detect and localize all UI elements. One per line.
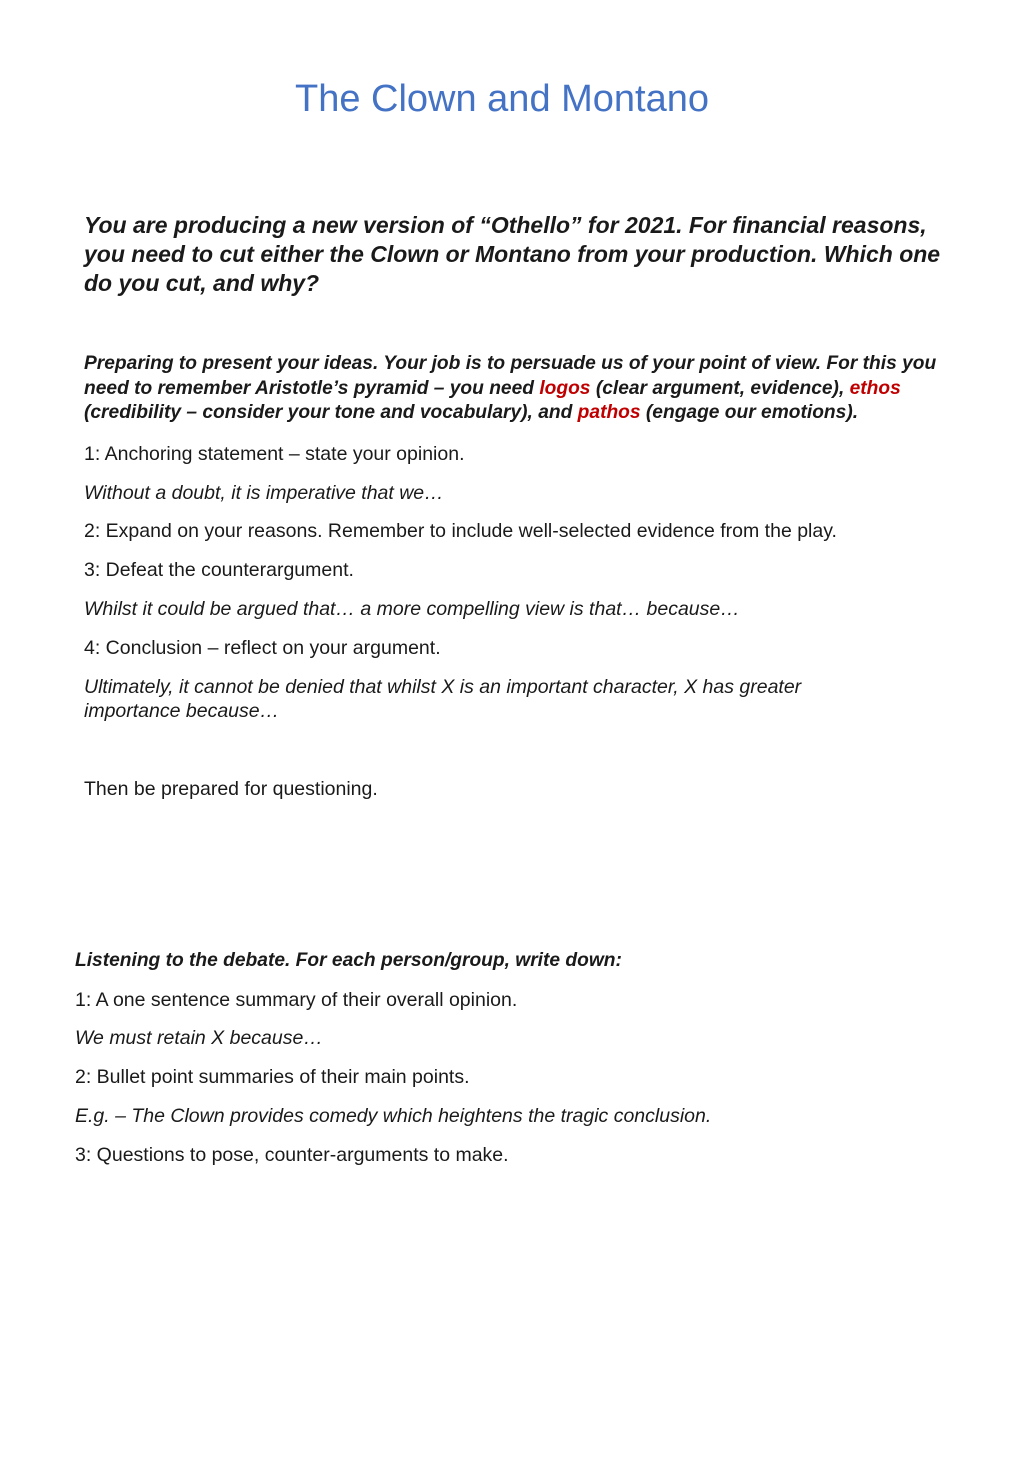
pathos-term: pathos [577,402,641,423]
preparing-heading-text-3: (credibility – consider your tone and vocabulary), and [84,402,578,423]
task-prompt: You are producing a new version of “Othello” for 2021. For financial reasons, you need to cut either the Clown or Montano from your production. Which one do you cut, and why? [84,212,941,296]
listen-step-questions: 3: Questions to pose, counter-arguments to make. [75,1144,509,1166]
listen-step-summary-example: We must retain X because… [75,1027,323,1049]
preparing-heading-text-4: (engage our emotions). [640,402,859,423]
logos-term: logos [539,377,591,399]
prep-closing: Then be prepared for questioning. [84,778,378,800]
prep-step-anchoring: 1: Anchoring statement – state your opinion. [84,443,465,465]
prep-step-expand: 2: Expand on your reasons. Remember to include well-selected evidence from the play. [84,520,837,542]
prep-step-anchoring-example: Without a doubt, it is imperative that we… [84,482,444,504]
listen-step-bullets: 2: Bullet point summaries of their main points. [75,1066,470,1088]
preparing-heading-text-2: (clear argument, evidence), [590,377,850,399]
preparing-heading-text-1: Preparing to present your ideas. Your job is to persuade us of your point of view. For this you need to remember Aristotle’s pyramid – you need [84,353,937,399]
preparing-heading [84,352,954,426]
prep-step-counterargument: 3: Defeat the counterargument. [84,559,354,581]
ethos-term: ethos [849,377,901,399]
prep-step-conclusion-example: Ultimately, it cannot be denied that whilst X is an important character, X has greater importance because… [84,676,802,722]
prep-step-counterargument-example: Whilst it could be argued that… a more compelling view is that… because… [84,598,740,620]
page-title: The Clown and Montano [294,78,710,120]
prep-step-conclusion: 4: Conclusion – reflect on your argument. [84,637,441,659]
listen-step-summary: 1: A one sentence summary of their overall opinion. [75,989,518,1011]
listen-step-bullets-example: E.g. – The Clown provides comedy which heightens the tragic conclusion. [75,1105,712,1127]
listening-heading: Listening to the debate. For each person/group, write down: [75,950,622,971]
